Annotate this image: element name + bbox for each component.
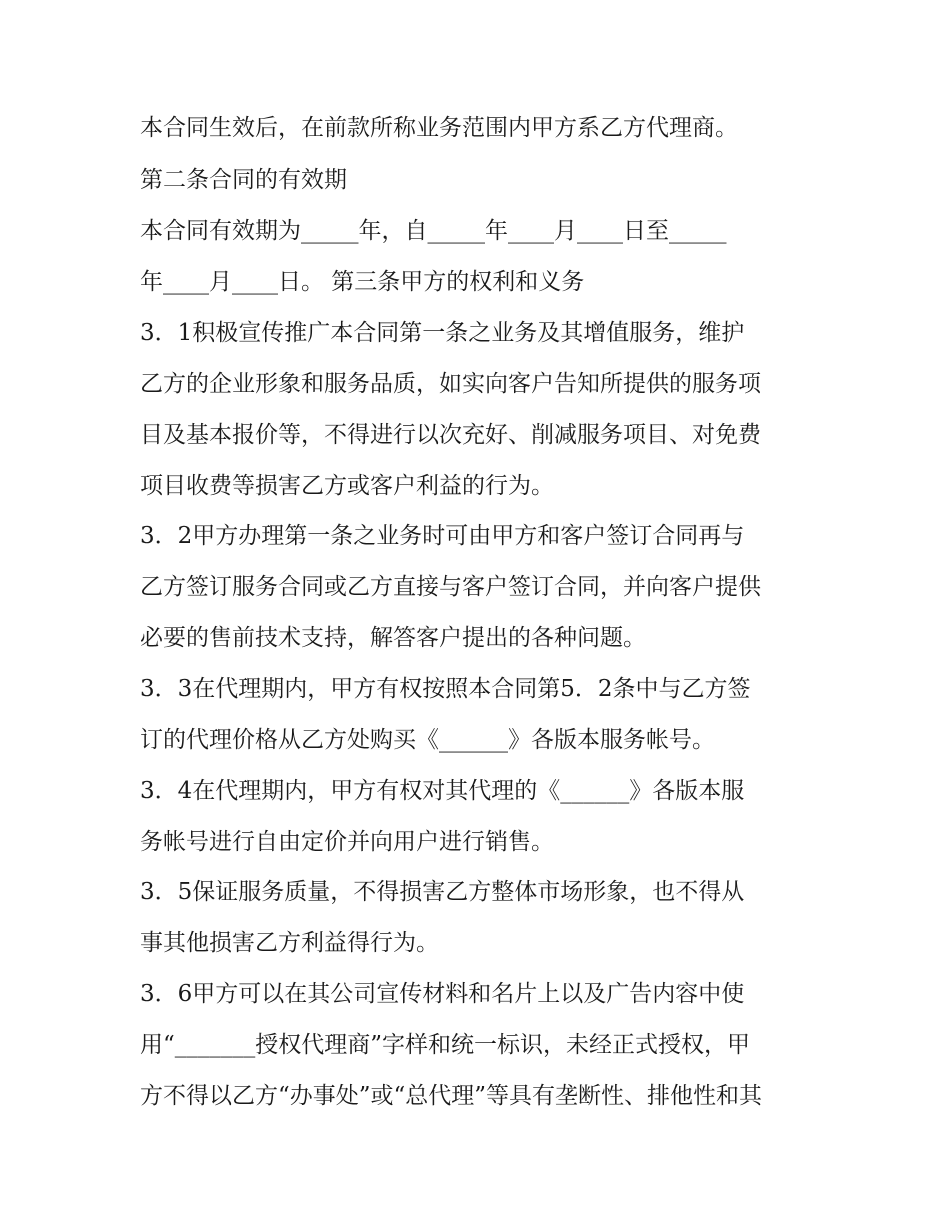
section-heading: 第二条合同的有效期 — [140, 167, 347, 193]
text-line: 年____月____日。 第三条甲方的权利和义务 — [140, 269, 585, 295]
clause-3-3: 3．3在代理期内，甲方有权按照本合同第5．2条中与乙方签 — [140, 676, 751, 702]
clause-3-5: 3．5保证服务质量，不得损害乙方整体市场形象，也不得从 — [140, 879, 745, 905]
text-line: 务帐号进行自由定价并向用户进行销售。 — [140, 829, 554, 855]
text-line: 乙方的企业形象和服务品质，如实向客户告知所提供的服务项 — [140, 371, 761, 397]
text-line: 乙方签订服务合同或乙方直接与客户签订合同，并向客户提供 — [140, 574, 761, 600]
text-line: 订的代理价格从乙方处购买《______》各版本服务帐号。 — [140, 727, 715, 753]
clause-3-6: 3．6甲方可以在其公司宣传材料和名片上以及广告内容中使 — [140, 981, 745, 1007]
text-line: 用“_______授权代理商”字样和统一标识，未经正式授权，甲 — [140, 1032, 751, 1058]
text-line: 事其他损害乙方利益得行为。 — [140, 930, 439, 956]
text-line: 必要的售前技术支持，解答客户提出的各种问题。 — [140, 625, 646, 651]
clause-3-2: 3．2甲方办理第一条之业务时可由甲方和客户签订合同再与 — [140, 523, 745, 549]
text-line: 本合同生效后，在前款所称业务范围内甲方系乙方代理商。 — [140, 115, 738, 141]
clause-3-4: 3．4在代理期内，甲方有权对其代理的《______》各版本服 — [140, 778, 745, 804]
clause-3-1: 3．1积极宣传推广本合同第一条之业务及其增值服务，维护 — [140, 320, 745, 346]
text-line: 本合同有效期为_____年，自_____年____月____日至_____ — [140, 218, 727, 244]
text-line: 目及基本报价等，不得进行以次充好、削减服务项目、对免费 — [140, 422, 761, 448]
text-line: 项目收费等损害乙方或客户利益的行为。 — [140, 473, 554, 499]
text-line: 方不得以乙方“办事处”或“总代理”等具有垄断性、排他性和其 — [140, 1083, 763, 1109]
